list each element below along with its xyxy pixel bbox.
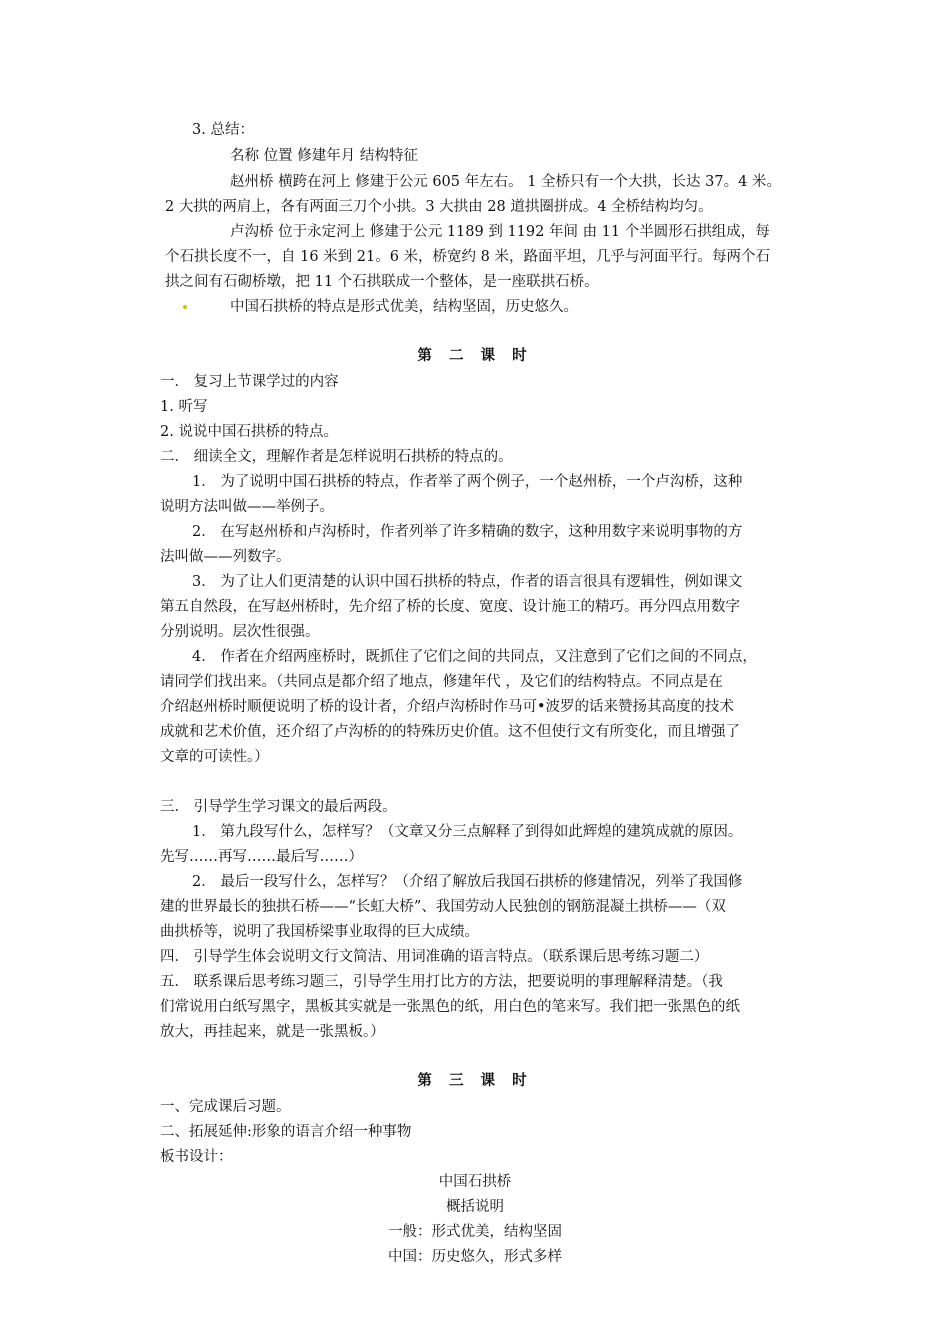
section-2-title: 二． 细读全文，理解作者是怎样说明石拱桥的特点的。 [160,449,513,465]
para-4-line-4: 成就和艺术价值，还介绍了卢沟桥的的特殊历史价值。这不但使行文有所变化，而且增强了 [160,724,740,740]
section-5-line-1: 五． 联系课后思考练习题三，引导学生用打比方的方法，把要说明的事理解释清楚。（我 [160,974,723,990]
para-3-line-1: 3． 为了让人们更清楚的认识中国石拱桥的特点，作者的语言很具有逻辑性，例如课文 [192,574,743,590]
lugou-line-3: 拱之间有石砌桥墩，把 11 个石拱联成一个整体，是一座联拱石桥。 [165,274,599,290]
item-features: 2. 说说中国石拱桥的特点。 [160,424,338,440]
board-title: 中国石拱桥 [438,1174,512,1190]
board-general: 一般：形式优美，结构坚固 [388,1224,562,1240]
lugou-line-1: 卢沟桥 位于永定河上 修建于公元 1189 到 1192 年间 由 11 个半圆形石拱组成，每 [230,224,770,240]
para-5-line-2: 先写……再写……最后写……） [160,849,363,865]
para-4-line-5: 文章的可读性。） [160,749,269,765]
zhaozhou-line-2: 2 大拱的两肩上，各有两面三刀个小拱。3 大拱由 28 道拱圈拼成。4 全桥结构均匀。 [165,199,713,215]
para-6-line-1: 2． 最后一段写什么，怎样写？（介绍了解放后我国石拱桥的修建情况，列举了我国修 [192,874,743,890]
para-5-line-1: 1． 第九段写什么，怎样写？（文章又分三点解释了到得如此辉煌的建筑成就的原因。 [192,824,743,840]
lesson-three-heading: 第 三 课 时 [417,1072,533,1089]
board-design-label: 板书设计： [160,1149,233,1165]
section-5-line-2: 们常说用白纸写黑字，黑板其实就是一张黑色的纸，用白色的笔来写。我们把一张黑色的纸 [160,999,740,1015]
lugou-line-2: 个石拱长度不一，自 16 米到 21。6 米，桥宽约 8 米，路面平坦，几乎与河面平行。每两个石 [165,249,771,265]
task-exercises: 一、完成课后习题。 [160,1099,291,1115]
para-2-line-1: 2． 在写赵州桥和卢沟桥时，作者列举了许多精确的数字，这种用数字来说明事物的方 [192,524,743,540]
table-header-line: 名称 位置 修建年月 结构特征 [230,148,418,164]
para-4-line-2: 请同学们找出来。（共同点是都介绍了地点，修建年代 ，及它们的结构特点。不同点是在 [160,674,723,690]
lesson-two-heading: 第 二 课 时 [417,347,533,364]
board-china: 中国：历史悠久，形式多样 [388,1249,562,1265]
board-subtitle: 概括说明 [446,1199,504,1215]
para-4-line-1: 4． 作者在介绍两座桥时，既抓住了它们之间的共同点，又注意到了它们之间的不同点， [192,649,757,665]
features-summary: 中国石拱桥的特点是形式优美，结构坚固，历史悠久。 [230,299,578,315]
task-extension: 二、拓展延伸:形象的语言介绍一种事物 [160,1124,412,1140]
item-dictation: 1. 听写 [160,399,208,415]
para-6-line-3: 曲拱桥等，说明了我国桥梁事业取得的巨大成绩。 [160,924,479,940]
para-3-line-2: 第五自然段，在写赵州桥时，先介绍了桥的长度、宽度、设计施工的精巧。再分四点用数字 [160,599,740,615]
bullet-dot [183,305,187,309]
para-1-line-1: 1． 为了说明中国石拱桥的特点，作者举了两个例子，一个赵州桥，一个卢沟桥，这种 [192,474,743,490]
section-1-title: 一． 复习上节课学过的内容 [160,374,339,390]
para-3-line-3: 分别说明。层次性很强。 [160,624,320,640]
section-5-line-3: 放大，再挂起来，就是一张黑板。） [160,1024,385,1040]
para-4-line-3: 介绍赵州桥时顺便说明了桥的设计者，介绍卢沟桥时作马可•波罗的话来赞扬其高度的技术 [160,699,735,715]
para-1-line-2: 说明方法叫做——举例子。 [160,499,334,515]
zhaozhou-line-1: 赵州桥 横跨在河上 修建于公元 605 年左右。 1 全桥只有一个大拱，长达 37。4 米。 [230,174,781,190]
section-3-title: 三． 引导学生学习课文的最后两段。 [160,799,397,815]
section-4-title: 四． 引导学生体会说明文行文简洁、用词准确的语言特点。（联系课后思考练习题二） [160,949,709,965]
para-6-line-2: 建的世界最长的独拱石桥——“长虹大桥”、我国劳动人民独创的钢筋混凝土拱桥——（双 [160,899,726,915]
para-2-line-2: 法叫做——列数字。 [160,549,291,565]
summary-heading: 3. 总结： [192,122,254,138]
